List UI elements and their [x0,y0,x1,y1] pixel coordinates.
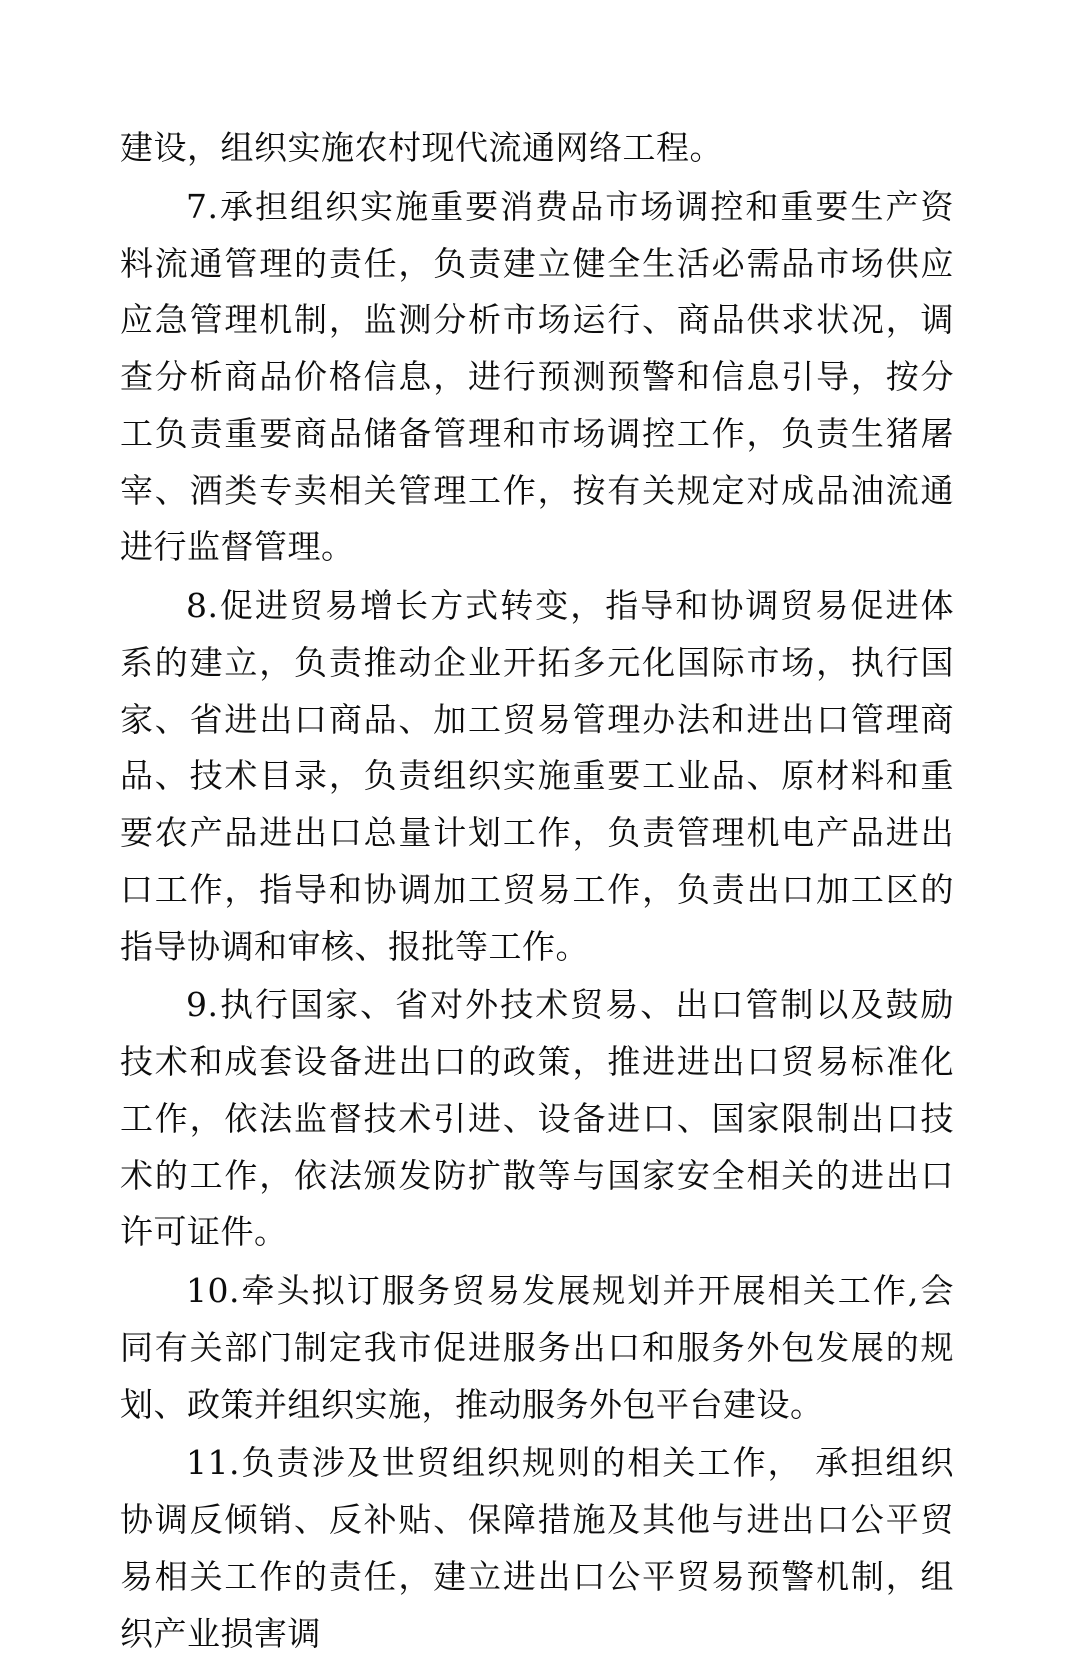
paragraph-item-7: 7.承担组织实施重要消费品市场调控和重要生产资料流通管理的责任，负责建立健全生活必需品市场供应应急管理机制，监测分析市场运行、商品供求状况，调查分析商品价格信息，进行预测预警和信息引导，按分工负责重要商品储备管理和市场调控工作，负责生猪屠宰、酒类专卖相关管理工作，按有关规定对成品油流通进行监督管理。 [120,186,954,567]
paragraph-item-9: 9.执行国家、省对外技术贸易、出口管制以及鼓励技术和成套设备进出口的政策，推进进出口贸易标准化工作，依法监督技术引进、设备进口、国家限制出口技术的工作，依法颁发防扩散等与国家安全相关的进出口许可证件。 [120,985,954,1252]
paragraph-item-8: 8.促进贸易增长方式转变，指导和协调贸易促进体系的建立，负责推动企业开拓多元化国际市场，执行国家、省进出口商品、加工贸易管理办法和进出口管理商品、技术目录，负责组织实施重要工业品、原材料和重要农产品进出口总量计划工作，负责管理机电产品进出口工作，指导和协调加工贸易工作，负责出口加工区的指导协调和审核、报批等工作。 [120,586,954,966]
paragraph-continued: 建设，组织实施农村现代流通网络工程。 [120,128,723,167]
document-body [120,120,954,1662]
paragraph-item-10: 10.牵头拟订服务贸易发展规划并开展相关工作,会同有关部门制定我市促进服务出口和服务外包发展的规划、政策并组织实施，推动服务外包平台建设。 [120,1271,954,1424]
paragraph-item-11: 11.负责涉及世贸组织规则的相关工作， 承担组织协调反倾销、反补贴、保障措施及其他与进出口公平贸易相关工作的责任，建立进出口公平贸易预警机制，组织产业损害调 [120,1443,954,1653]
